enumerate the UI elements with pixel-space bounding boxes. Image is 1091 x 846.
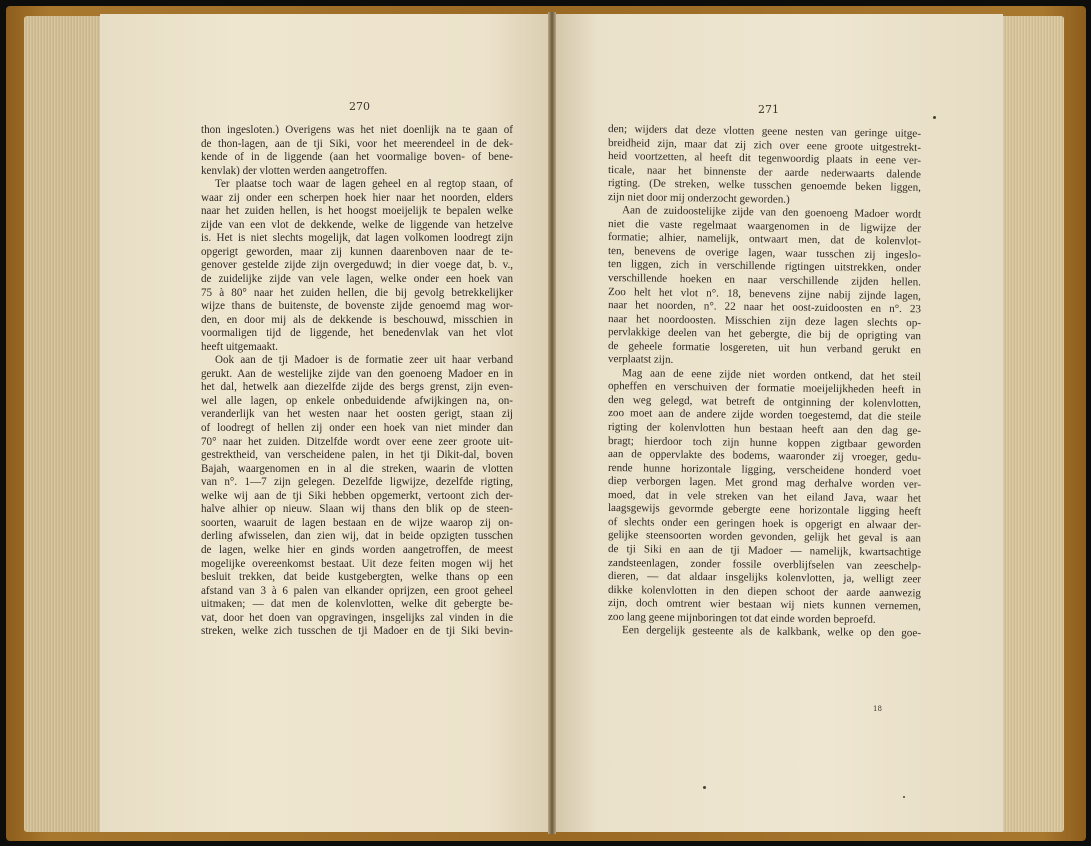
text-line: zoo lang geene mijnboringen tot dat einde worden beproefd. [607, 610, 876, 626]
text-line: thon ingesloten.) Overigens was het niet doenlijk na te gaan of [201, 124, 513, 136]
text-line: veranderlijk van het westen naar het oosten gerigt, staan zij [201, 408, 513, 421]
paper-speck [703, 786, 706, 789]
text-line: Zoo helt het vlot n°. 18, benevens zijne nabij zijnde lagen, [607, 285, 922, 302]
text-line: de geheele formatie losgereten, uit hun verband gerukt en [607, 339, 922, 356]
text-line: derling afwisselen, dan zien wij, dat in beide opzigten tusschen [201, 530, 513, 543]
text-line: het dal, hetwelk aan diezelfde zijde des bergs grenst, zijn even- [201, 381, 513, 394]
text-line: waar zij onder een scherpen hoek hier naar het noorden, elders [201, 191, 513, 204]
text-line: de thon-lagen, aan de tji Siki, voor het meerendeel in de dek- [201, 137, 513, 150]
text-line: zijde van een vlot de dekkende, welke de liggende van hetzelve [201, 218, 513, 231]
text-line: genover gestelde zijde zijn overgeduwd; in dier voege dat, b. v., [201, 259, 513, 272]
text-line: heeft uitgemaakt. [201, 340, 279, 353]
text-line: rigting. (De streken, welke tusschen genoemde beken liggen, [607, 177, 922, 194]
text-line: afstand van 3 à 6 palen van elkander oprijzen, een groot geheel [201, 584, 513, 597]
text-line: Bajah, waargenomen en in al die streken, waarin de vlotten [201, 462, 513, 475]
text-line: Een dergelijk gesteente als de kalkbank, welke op den goe- [621, 624, 922, 640]
left-page-body [201, 124, 513, 639]
text-line: aan de oppervlakte des bodems, waaronder zij vroeger, gedu- [607, 448, 922, 464]
book-gutter [548, 12, 556, 834]
text-line: van n°. 1—7 zijn gelegen. Dezelfde ligwijze, dezelfde rigting, [201, 476, 513, 489]
text-line: opgerigt geworden, maar zij kunnen daarenboven naar de te- [201, 245, 513, 258]
text-line: voormaligen tijd de liggende, het benedenvlak van het vlot [201, 327, 513, 340]
text-line: naar het noorden, n°. 22 naar het oost-zuidoosten en n°. 23 [607, 299, 922, 316]
text-line: diep verborgen lagen. Met grond mag derhalve worden ver- [607, 475, 922, 491]
text-line: gestrektheid, van verscheidene palen, in het tji Dikit-dal, boven [201, 449, 513, 462]
text-line: Ter plaatse toch waar de lagen geheel en al regtop staan, of [215, 178, 513, 191]
text-line: zijn niet door mij onderzocht geworden.) [607, 190, 790, 206]
text-line: rigting der kolenvlotten hun bestaan heeft aan den dag ge- [607, 421, 922, 437]
text-line: of loodregt of hellen zij onder een hoek van niet minder dan [201, 422, 513, 435]
text-line: uitmaken; — dat men de kolenvlotten, welke dit gebergte be- [201, 598, 513, 611]
text-line: heid voortzetten, al heeft dit tegenwoordig plaats in eene ver- [607, 150, 922, 167]
text-line: verplaatst zijn. [607, 353, 674, 367]
text-line: bragt; hierdoor toch zijn hunne koppen zigtbaar geworden [607, 434, 922, 451]
text-line: moed, dat in vele streken van het eiland Java, waar het [607, 488, 922, 505]
right-page-number: 271 [758, 103, 779, 116]
text-line: den weg gelegd, wat betreft de ontginning der kolenvlotten, [607, 393, 922, 410]
text-line: gelijke steensoorten worden gevonden, gelijk het geval is aan [607, 529, 922, 545]
text-line: halve alhier op nieuw. Slaan wij thans den blik op de steen- [201, 503, 513, 516]
text-line: vat, door het doen van opgravingen, insgelijks zal vinden in die [201, 611, 513, 624]
text-line: den; wijders dat deze vlotten geene nesten van geringe uitge- [607, 123, 922, 140]
text-line: breidheid zijn, maar dat zij zich over eene groote uitgestrekt- [607, 136, 922, 154]
text-line: wel alle lagen, op enkele onbeduidende afwijkingen na, on- [201, 394, 513, 407]
text-line: kende of in de liggende (aan het voormalige boven- of bene- [201, 151, 513, 164]
text-line: naar het zuiden hellen, is het hoogst moeijelijk te bepalen welke [201, 205, 513, 218]
signature-mark: 18 [873, 705, 882, 713]
text-line: formatie; alhier, namelijk, ontwaart men, dat de kolenvlot- [607, 231, 922, 248]
text-line: dieren, — dat aldaar insgelijks kolenvlotten, ja, welligt zeer [607, 570, 922, 586]
text-line: besluit trekken, dat beide kustgebergten, welke thans op een [201, 571, 513, 584]
text-line: zijn, doch omtrent wier bestaan wij niets kunnen vernemen, [607, 597, 922, 613]
text-line: verschillende hoeken en naar verschillende zijden hellen. [607, 272, 922, 289]
text-line: de tji Siki en aan de tji Madoer — namelijk, kwartsachtige [607, 542, 922, 559]
text-line: den, en door mij als de dekkende is beschouwd, misschien in [201, 313, 513, 326]
text-line: wijze thans de buitenste, de bovenste zijde genoemd mag wor- [201, 300, 513, 313]
text-line: niet die vaste regelmaat waargenomen in de ligwijze der [607, 217, 922, 235]
text-line: 75 à 80° naar het zuiden hellen, die bij gevolg betrekkelijker [201, 286, 513, 299]
text-line: pervlakkige deelen van het gebergte, die bij de oprigting van [607, 326, 922, 343]
text-line: dikke kolenvlotten in den diepen schoot der aarde aanwezig [607, 583, 922, 600]
text-line: soorten, waaruit de lagen bestaan en de wijze waarop zij on- [201, 516, 513, 529]
text-line: streken, welke zich tusschen de tji Madoer en de tji Siki bevin- [201, 625, 513, 638]
text-line: zoo moet aan de andere zijde worden toegestemd, dat die steile [607, 407, 922, 424]
text-line: Aan de zuidoostelijke zijde van den goenoeng Madoer wordt [621, 204, 922, 221]
text-line: of slechts onder een geringen hoek is opgerigt en alwaar der- [607, 515, 922, 532]
right-page-body [608, 123, 921, 638]
right-page-edges [1000, 16, 1064, 832]
left-page-number: 270 [349, 100, 370, 113]
text-line: Mag aan de eene zijde niet worden ontkend, dat het steil [621, 367, 922, 383]
text-line: naar het noordoosten. Misschien zijn deze lagen slechts op- [607, 312, 922, 329]
text-line: de zuidelijke zijde van vele lagen, welke onder een hoek van [201, 273, 513, 286]
text-line: 70° naar het zuiden. Ditzelfde wordt over eene zeer groote uit- [201, 435, 513, 448]
text-line: ten liggen, zich in verschillende rigtingen uitstrekken, onder [607, 258, 922, 275]
text-line: Ook aan de tji Madoer is de formatie zeer uit haar verband [215, 354, 513, 367]
text-line: rende hunne horizontale ligging, verscheidene honderd voet [607, 461, 922, 478]
left-page [100, 14, 552, 832]
text-line: laagsgewijs gevormde gebergte eene horizontale ligging heeft [607, 502, 922, 518]
text-line: ticale, naar het binnenste der aarde nederwaarts dalende [607, 163, 922, 181]
text-line: mogelijke overeenkomst bestaat. Uit deze feiten mogen wij het [201, 557, 513, 570]
text-line: kenvlak) der vlotten werden aangetroffen. [201, 164, 388, 177]
paper-speck [903, 796, 905, 798]
text-line: ten, benevens de overige lagen, waar tusschen zij ingeslo- [607, 244, 922, 262]
text-line: gerukt. Aan de westelijke zijde van den goenoeng Madoer en in [201, 367, 513, 380]
text-line: opheffen en verschuiven der formatie moeijelijkheden heeft in [607, 380, 922, 397]
paper-speck [933, 116, 936, 119]
left-page-edges [24, 16, 104, 832]
text-line: welke wij aan de tji Siki hebben opgemerkt, vertoont zich der- [201, 489, 513, 502]
right-page [553, 14, 1003, 832]
text-line: zandsteenlagen, zonder fossile overblijfselen van zeeschelp- [607, 556, 922, 572]
text-line: is. Het is niet slechts mogelijk, dat lagen volkomen loodregt zijn [201, 232, 513, 245]
text-line: de lagen, welke hier en ginds worden aangetroffen, de meest [201, 543, 513, 556]
